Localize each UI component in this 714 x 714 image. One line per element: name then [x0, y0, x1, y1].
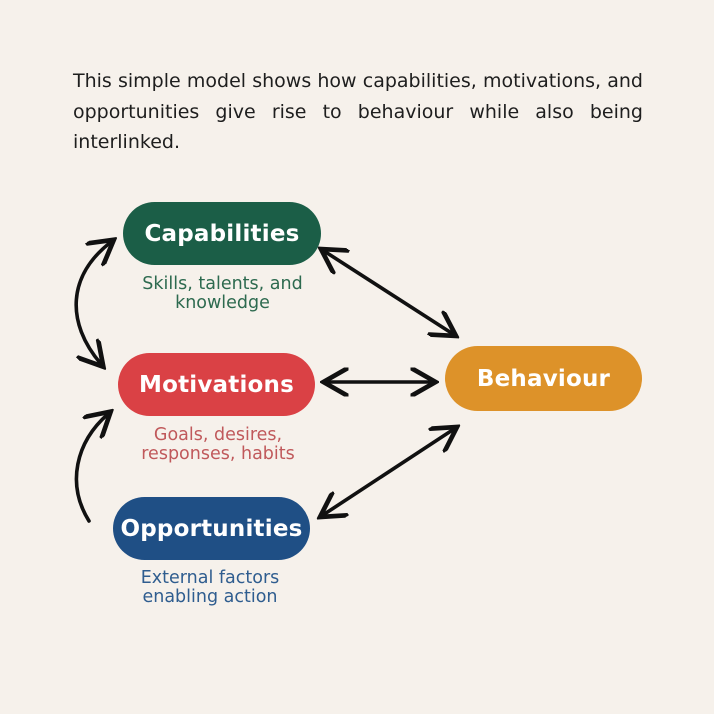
- opportunities-description-line2: enabling action: [142, 587, 278, 607]
- arrow-opportunities-behaviour: [323, 429, 454, 515]
- capabilities-description-line1: Skills, talents, and: [142, 274, 303, 294]
- motivations-description-line2: responses, habits: [141, 444, 295, 464]
- motivations-pill: [118, 353, 315, 416]
- intro-text: This simple model shows how capabilities, motivations, and opportunities give rise to behaviour while also being interlinked.: [73, 70, 643, 153]
- motivations-label: Motivations: [138, 371, 295, 398]
- arrow-capabilities-behaviour: [324, 251, 453, 334]
- capabilities-label: Capabilities: [144, 220, 300, 247]
- motivations-description: [118, 426, 318, 464]
- motivations-description-line1: Goals, desires,: [153, 425, 283, 445]
- arrow-opportunities-motivations: [76, 414, 108, 521]
- arrow-capabilities-motivations: [76, 242, 111, 364]
- capabilities-pill: [123, 202, 321, 265]
- behaviour-label: Behaviour: [476, 365, 611, 392]
- behaviour-pill: [445, 346, 642, 411]
- opportunities-label: Opportunities: [120, 515, 303, 542]
- capabilities-description: [120, 275, 325, 313]
- opportunities-description-line1: External factors: [140, 568, 280, 588]
- opportunities-description: [110, 569, 310, 607]
- capabilities-description-line2: knowledge: [175, 293, 270, 313]
- opportunities-pill: [113, 497, 310, 560]
